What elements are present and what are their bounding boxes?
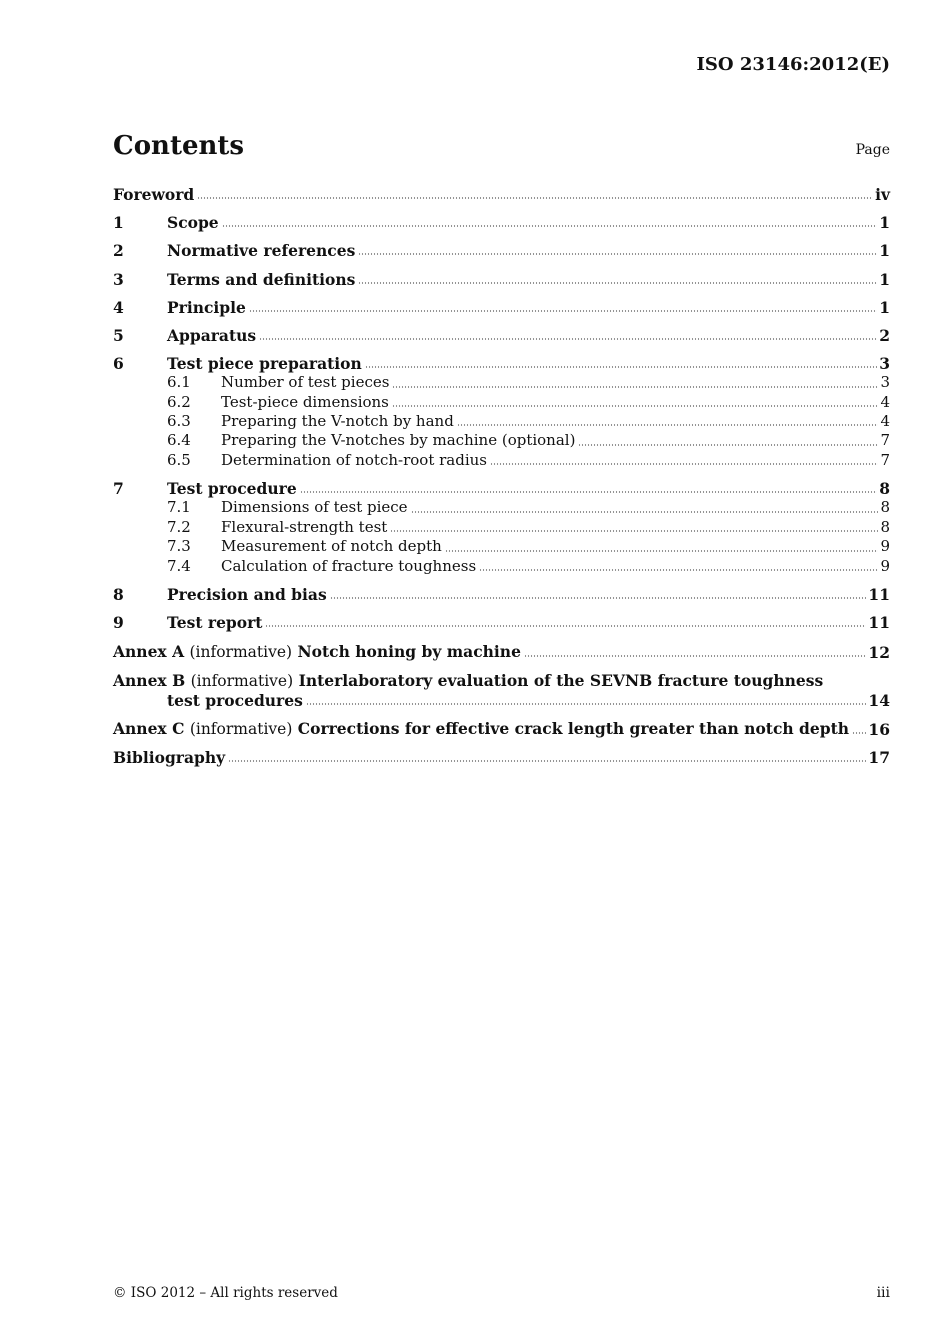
- dot-leader: [392, 404, 879, 408]
- toc-title: Bibliography: [113, 748, 226, 768]
- toc-entry[interactable]: [113, 213, 890, 232]
- toc-page-number: 4: [880, 411, 890, 430]
- toc-page-number: 1: [879, 241, 890, 261]
- dot-leader: [524, 654, 866, 658]
- toc-entry-annex-c[interactable]: [113, 719, 890, 739]
- toc-subentry[interactable]: [113, 498, 890, 517]
- annex-type: (informative): [190, 671, 294, 690]
- toc-number: 9: [113, 613, 124, 633]
- dot-leader: [358, 252, 877, 256]
- toc-page-number: 7: [880, 450, 890, 469]
- dot-leader: [265, 624, 866, 628]
- toc-title: Apparatus: [167, 325, 257, 345]
- toc-entry[interactable]: [113, 241, 890, 260]
- toc-entry[interactable]: [113, 298, 890, 317]
- toc-entry-bibliography[interactable]: [113, 748, 890, 767]
- annex-title: Notch honing by machine: [297, 641, 521, 661]
- toc-number: 6.1: [167, 373, 191, 392]
- toc-title: Test report: [167, 613, 263, 633]
- toc-page-number: 12: [868, 642, 890, 662]
- dot-leader: [228, 759, 866, 763]
- annex-label: Annex B: [113, 670, 186, 690]
- toc-subentry[interactable]: [113, 537, 890, 556]
- toc-number: 1: [113, 213, 124, 233]
- contents-title: Contents: [113, 131, 245, 161]
- toc-title: Flexural-strength test: [221, 517, 388, 536]
- toc-entry[interactable]: [113, 479, 890, 498]
- toc-number: 7.1: [167, 498, 191, 517]
- toc-title: Dimensions of test piece: [221, 498, 408, 517]
- annex-type: (informative): [189, 642, 293, 661]
- toc-page-number: 7: [880, 431, 890, 450]
- toc-page-number: 14: [868, 690, 890, 710]
- toc-title: Test piece preparation: [167, 354, 362, 374]
- dot-leader: [358, 281, 877, 285]
- toc-entry[interactable]: [113, 585, 890, 604]
- toc-page-number: 11: [868, 585, 890, 605]
- toc-title: Measurement of notch depth: [221, 537, 442, 556]
- toc-title: Scope: [167, 213, 219, 233]
- toc-title: Normative references: [167, 241, 356, 261]
- table-of-contents: [113, 185, 890, 767]
- toc-number: 7.2: [167, 517, 191, 536]
- toc-number: 5: [113, 325, 124, 345]
- dot-leader: [578, 443, 878, 447]
- toc-title: Principle: [167, 297, 246, 317]
- toc-title: Precision and bias: [167, 585, 327, 605]
- toc-page-number: 8: [880, 498, 890, 517]
- dot-leader: [306, 702, 867, 706]
- dot-leader: [222, 224, 878, 228]
- toc-page-number: 9: [880, 556, 890, 575]
- toc-page-number: 1: [879, 297, 890, 317]
- toc-number: 6.2: [167, 392, 191, 411]
- toc-title: Determination of notch-root radius: [221, 450, 487, 469]
- toc-subentry[interactable]: [113, 518, 890, 537]
- toc-entry[interactable]: [113, 354, 890, 373]
- dot-leader: [411, 510, 879, 514]
- toc-page-number: 3: [880, 373, 890, 392]
- toc-number: 6: [113, 354, 124, 374]
- toc-title: Foreword: [113, 185, 195, 204]
- toc-entry-annex-b[interactable]: [113, 671, 890, 710]
- toc-title: Number of test pieces: [221, 373, 390, 392]
- toc-entry[interactable]: [113, 185, 890, 204]
- toc-page-number: 4: [880, 392, 890, 411]
- dot-leader: [390, 529, 878, 533]
- toc-title: Calculation of fracture toughness: [221, 556, 477, 575]
- toc-title: Preparing the V-notch by hand: [221, 411, 454, 430]
- toc-subentry[interactable]: [113, 373, 890, 392]
- toc-title: Preparing the V-notches by machine (optional): [221, 431, 576, 450]
- footer-page-number: iii: [876, 1285, 890, 1301]
- annex-title: Corrections for effective crack length greater than notch depth: [297, 718, 850, 738]
- toc-number: 7.3: [167, 537, 191, 556]
- toc-page-number: 3: [879, 354, 890, 374]
- dot-leader: [445, 549, 879, 553]
- dot-leader: [457, 423, 879, 427]
- toc-title: Test-piece dimensions: [221, 392, 389, 411]
- dot-leader: [479, 568, 878, 572]
- toc-subentry[interactable]: [113, 451, 890, 470]
- toc-page-number: 9: [880, 537, 890, 556]
- toc-entries: [113, 185, 890, 632]
- toc-number: 2: [113, 241, 124, 261]
- dot-leader: [330, 596, 867, 600]
- toc-page-number: 8: [879, 479, 890, 499]
- toc-number: 4: [113, 297, 124, 317]
- dot-leader: [249, 309, 877, 313]
- toc-page-number: 1: [879, 213, 890, 233]
- toc-number: 7: [113, 479, 124, 499]
- annex-type: (informative): [189, 719, 293, 738]
- dot-leader: [300, 490, 878, 494]
- footer-copyright: © ISO 2012 – All rights reserved: [113, 1285, 338, 1301]
- dot-leader: [852, 731, 866, 735]
- toc-subentry[interactable]: [113, 431, 890, 450]
- toc-page-number: 17: [868, 748, 890, 768]
- annex-label: Annex C: [113, 718, 185, 738]
- document-id: ISO 23146:2012(E): [696, 54, 890, 75]
- toc-number: 6.3: [167, 411, 191, 430]
- dot-leader: [259, 337, 877, 341]
- page-column-label: Page: [855, 142, 890, 158]
- dot-leader: [490, 462, 878, 466]
- toc-page-number: 1: [879, 269, 890, 289]
- dot-leader: [365, 365, 877, 369]
- toc-entry[interactable]: [113, 613, 890, 632]
- toc-subentry[interactable]: [113, 393, 890, 412]
- toc-subentry[interactable]: [113, 557, 890, 576]
- dot-leader: [197, 196, 873, 200]
- toc-entry[interactable]: [113, 326, 890, 345]
- toc-entry[interactable]: [113, 270, 890, 289]
- toc-page-number: 8: [880, 517, 890, 536]
- toc-number: 6.5: [167, 450, 191, 469]
- annex-title-line2: test procedures: [167, 690, 303, 710]
- toc-number: 3: [113, 269, 124, 289]
- toc-number: 8: [113, 585, 124, 605]
- toc-title: Terms and definitions: [167, 269, 356, 289]
- toc-number: 6.4: [167, 431, 191, 450]
- toc-page-number: iv: [875, 185, 890, 204]
- annex-label: Annex A: [113, 641, 185, 661]
- annex-title-line1: Interlaboratory evaluation of the SEVNB fracture toughness: [298, 670, 824, 690]
- toc-title: Test procedure: [167, 479, 297, 499]
- toc-page-number: 16: [868, 719, 890, 739]
- toc-entry-annex-a[interactable]: [113, 642, 890, 662]
- toc-page-number: 11: [868, 613, 890, 633]
- toc-subentry[interactable]: [113, 412, 890, 431]
- toc-page-number: 2: [879, 325, 890, 345]
- dot-leader: [392, 385, 878, 389]
- toc-number: 7.4: [167, 556, 191, 575]
